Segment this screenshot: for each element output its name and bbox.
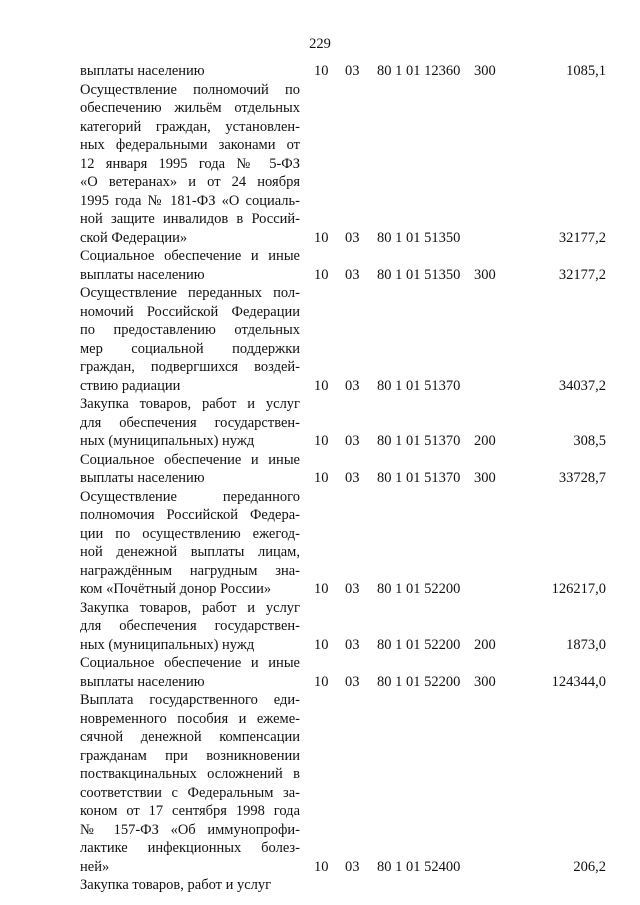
cell-target-article: 80 1 01 52200	[377, 636, 461, 653]
cell-section: 10	[314, 470, 329, 486]
cell-section: 10	[314, 858, 329, 875]
cell-subsection: 03	[345, 673, 360, 690]
cell-target-article: 80 1 01 52200	[377, 581, 461, 597]
table-row	[0, 876, 640, 895]
cell-subsection: 03	[345, 377, 360, 394]
cell-amount: 32177,2	[558, 229, 606, 246]
table-row	[0, 395, 640, 451]
table-row	[0, 451, 640, 488]
cell-target-article: 80 1 01 51370	[377, 377, 461, 394]
table-row	[0, 691, 640, 876]
cell-section: 10	[314, 433, 329, 449]
table-row	[0, 81, 640, 248]
description-line: Осуществление переданного	[80, 488, 300, 505]
cell-expense-type: 300	[474, 63, 496, 79]
row-description	[80, 62, 300, 81]
cell-amount: 308,5	[573, 433, 606, 449]
description-line: полномочия Российской Федера-	[80, 507, 300, 523]
cell-subsection: 03	[345, 858, 360, 875]
row-description	[80, 247, 300, 284]
cell-subsection: 03	[345, 63, 360, 79]
description-line: Социальное обеспечение и иные	[80, 451, 300, 468]
cell-target-article: 80 1 01 52200	[377, 673, 461, 690]
description-line: ствию радиации	[80, 377, 181, 394]
cell-subsection: 03	[345, 433, 360, 449]
cell-subsection: 03	[345, 229, 360, 246]
description-line: «О ветеранах» и от 24 ноября	[80, 174, 300, 190]
row-description	[80, 691, 300, 876]
description-line: ком «Почётный донор России»	[80, 581, 272, 597]
description-line: ных (муниципальных) нужд	[80, 433, 255, 449]
cell-amount: 126217,0	[551, 581, 606, 597]
description-line: Закупка товаров, работ и услуг	[80, 599, 300, 616]
cell-amount: 124344,0	[551, 673, 606, 690]
cell-section: 10	[314, 229, 329, 246]
description-line: ской Федерации»	[80, 229, 188, 246]
description-line: коном от 17 сентября 1998 года	[80, 803, 300, 819]
cell-expense-type: 200	[474, 636, 496, 653]
cell-section: 10	[314, 377, 329, 394]
cell-subsection: 03	[345, 470, 360, 486]
description-line: граждан, подвергшихся воздей-	[80, 359, 300, 375]
row-description	[80, 451, 300, 488]
row-description	[80, 284, 300, 395]
table-row	[0, 247, 640, 284]
description-line: награждённым нагрудным зна-	[80, 562, 300, 579]
description-line: Выплата государственного еди-	[80, 692, 300, 708]
page-number: 229	[309, 36, 331, 52]
description-line: Осуществление переданных пол-	[80, 285, 300, 301]
description-line: выплаты населению	[80, 266, 205, 283]
description-line: Закупка товаров, работ и услуг	[80, 396, 300, 412]
description-line: мер социальной поддержки	[80, 340, 300, 357]
cell-amount: 1873,0	[566, 636, 606, 653]
cell-expense-type: 300	[474, 266, 496, 283]
description-line: номочий Российской Федерации	[80, 303, 300, 320]
cell-amount: 34037,2	[558, 377, 606, 394]
cell-amount: 32177,2	[558, 266, 606, 283]
row-description	[80, 488, 300, 599]
cell-section: 10	[314, 266, 329, 283]
table-row	[0, 488, 640, 599]
cell-target-article: 80 1 01 51350	[377, 229, 461, 246]
cell-target-article: 80 1 01 51370	[377, 470, 461, 486]
cell-subsection: 03	[345, 266, 360, 283]
row-description	[80, 654, 300, 691]
description-line: категорий граждан, установлен-	[80, 118, 300, 135]
cell-expense-type: 300	[474, 673, 496, 690]
table-row	[0, 62, 640, 81]
description-line: ных (муниципальных) нужд	[80, 636, 255, 653]
table-row	[0, 599, 640, 655]
description-line: выплаты населению	[80, 470, 205, 486]
description-line: по предоставлению отдельных	[80, 322, 300, 338]
cell-target-article: 80 1 01 12360	[377, 63, 461, 79]
cell-amount: 33728,7	[558, 470, 606, 486]
cell-target-article: 80 1 01 52400	[377, 858, 461, 875]
cell-amount: 1085,1	[566, 63, 606, 79]
cell-amount: 206,2	[573, 858, 606, 875]
description-line: ции по осуществлению ежегод-	[80, 525, 300, 542]
description-line: № 157-ФЗ «Об иммунопрофи-	[80, 821, 300, 838]
description-line: ней»	[80, 858, 110, 875]
row-description	[80, 599, 300, 655]
table-row	[0, 284, 640, 395]
cell-section: 10	[314, 673, 329, 690]
cell-expense-type: 300	[474, 470, 496, 486]
description-line: ной защите инвалидов в Россий-	[80, 211, 300, 227]
cell-section: 10	[314, 63, 329, 79]
cell-subsection: 03	[345, 581, 360, 597]
row-description	[80, 395, 300, 451]
description-line: новременного пособия и ежеме-	[80, 710, 300, 727]
cell-subsection: 03	[345, 636, 360, 653]
description-line: Закупка товаров, работ и услуг	[80, 877, 272, 893]
description-line: Осуществление полномочий по	[80, 81, 300, 98]
table-row	[0, 654, 640, 691]
cell-target-article: 80 1 01 51370	[377, 433, 461, 449]
description-line: 12 января 1995 года № 5-ФЗ	[80, 155, 300, 172]
description-line: для обеспечения государствен-	[80, 618, 300, 634]
cell-section: 10	[314, 636, 329, 653]
row-description	[80, 876, 300, 895]
description-line: 1995 года № 181-ФЗ «О социаль-	[80, 192, 300, 209]
description-line: гражданам при возникновении	[80, 747, 300, 764]
description-line: сячной денежной компенсации	[80, 729, 300, 745]
description-line: Социальное обеспечение и иные	[80, 248, 300, 264]
cell-target-article: 80 1 01 51350	[377, 266, 461, 283]
description-line: выплаты населению	[80, 63, 205, 79]
description-line: для обеспечения государствен-	[80, 414, 300, 431]
description-line: обеспечению жильём отдельных	[80, 100, 300, 116]
description-line: поствакцинальных осложнений в	[80, 766, 300, 782]
row-description	[80, 81, 300, 248]
cell-section: 10	[314, 581, 329, 597]
description-line: лактике инфекционных болез-	[80, 840, 300, 856]
description-line: выплаты населению	[80, 673, 205, 690]
cell-expense-type: 200	[474, 433, 496, 449]
description-line: ных федеральными законами от	[80, 137, 300, 153]
description-line: ной денежной выплаты лицам,	[80, 544, 300, 560]
description-line: соответствии с Федеральным за-	[80, 784, 300, 801]
description-line: Социальное обеспечение и иные	[80, 655, 300, 671]
